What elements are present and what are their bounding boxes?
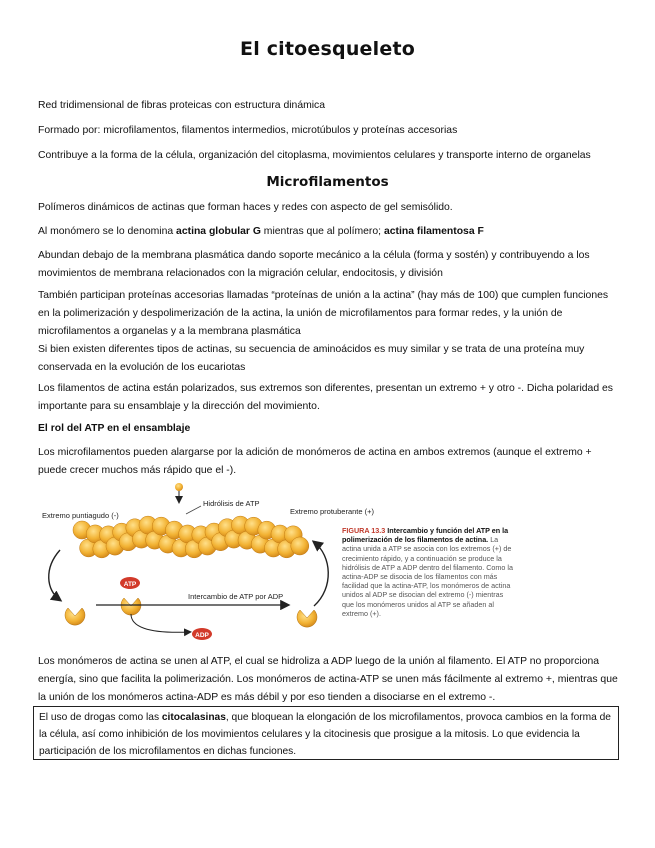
citocalasinas-term: citocalasinas <box>161 712 226 723</box>
paragraph-6: Los filamentos de actina están polarizados, sus extremos son diferentes, presentan un extremo + y otro -. Dicha polaridad es importante para su ensamblaje y la dirección del movimiento. <box>38 383 613 412</box>
label-intercambio: Intercambio de ATP por ADP <box>188 592 284 601</box>
intro-line-2: Formado por: microfilamentos, filamentos intermedios, microtúbulos y proteínas accesorias <box>38 125 458 136</box>
paragraph-4: También participan proteínas accesorias llamadas “proteínas de unión a la actina” (hay más de 100) que cumplen funciones en la polimerización y despolimerización de la actina, la unión de microfilamentos para formar redes, y la unión de microfilamentos a organelas y a la membrana plasmática <box>38 290 609 337</box>
paragraph-8: Los monómeros de actina se unen al ATP, el cual se hidroliza a ADP luego de la unión al filamento. El ATP no proporciona energía, sino que facilita la polimerización. Los monómeros de actina-ATP se unen más fácilmente al extremo +, mientras que la unión de los monómeros actina-ADP es más débil y por eso tienden a disociarse en el extremo -. <box>38 656 618 703</box>
figure-caption <box>342 526 517 618</box>
subheading-atp: El rol del ATP en el ensamblaje <box>38 423 191 434</box>
atp-badge-label: ATP <box>123 581 137 588</box>
intro-line-1: Red tridimensional de fibras proteicas con estructura dinámica <box>38 100 326 111</box>
paragraph-1: Polímeros dinámicos de actinas que forman haces y redes con aspecto de gel semisólido. <box>38 202 453 213</box>
actina-globular-term: actina globular G <box>176 226 261 237</box>
hydrolysis-leader <box>186 506 201 514</box>
atp-badge <box>120 577 140 589</box>
paragraph-2: Al monómero se lo denomina actina globular G mientras que al polímero; actina filamentosa F <box>38 226 484 237</box>
label-hidrolisis: Hidrólisis de ATP <box>203 499 260 508</box>
paragraph-5: Si bien existen diferentes tipos de actinas, su secuencia de aminoácidos es muy similar y se trata de una proteína muy conservada en la evolución de los eucariotas <box>38 344 585 373</box>
figure-caption-body: La actina unida a ATP se asocia con los extremos (+) de crecimiento rápido, y a continuación se produce la hidrólisis de ATP a ADP dentro del filamento. Como la actina-ADP se disocia de los filamentos con más facilidad que la actina-ATP, los monómeros de actina unidos al ADP se disocian del extremo (-) mientras que los monómeros unidos al ATP se añaden al extremo (+). <box>342 535 513 618</box>
label-extremo-protuberante: Extremo protuberante (+) <box>290 507 374 516</box>
adp-badge-label: ADP <box>195 632 209 639</box>
actin-filament <box>73 516 309 558</box>
dissociation-arrow <box>49 550 60 600</box>
actin-monomer <box>291 537 309 555</box>
atp-exchange-monomer <box>121 598 141 615</box>
adp-badge <box>192 628 212 640</box>
association-arrow <box>314 542 328 606</box>
adp-monomer-left <box>65 608 85 625</box>
actin-figure <box>38 478 638 648</box>
actina-filamentosa-term: actina filamentosa F <box>383 226 484 237</box>
figure-number: FIGURA 13.3 <box>342 526 386 535</box>
adp-release-arrow <box>131 614 190 632</box>
phosphate-dot <box>175 483 183 491</box>
paragraph-3: Abundan debajo de la membrana plasmática dando soporte mecánico a la célula (forma y sostén) y contribuyendo a los movimientos de membrana relacionados con la migración celular, endocitosis, y división <box>38 250 590 279</box>
citocalasinas-box: El uso de drogas como las citocalasinas, que bloquean la elongación de los microfilamentos, provoca cambios en la forma de la célula, así como inhibición de los movimientos celulares y la citocinesis que prosigue a la mitosis. Lo que evidencia la participación de los microfilamentos en dichas funciones. <box>33 706 619 760</box>
paragraph-7: Los microfilamentos pueden alargarse por la adición de monómeros de actina en ambos extremos (aunque el extremo + puede crecer muchos más rápido que el -). <box>38 447 592 476</box>
figure-caption-title: Intercambio y función del ATP en la polimerización de los filamentos de actina. <box>342 526 509 545</box>
section-title: Microfilamentos <box>266 174 389 190</box>
label-extremo-puntiagudo: Extremo puntiagudo (-) <box>42 511 119 520</box>
actin-filament-illustration <box>38 478 638 648</box>
page-title: El citoesqueleto <box>240 38 415 60</box>
atp-monomer-right <box>297 610 317 627</box>
intro-line-3: Contribuye a la forma de la célula, organización del citoplasma, movimientos celulares y transporte interno de organelas <box>38 150 591 161</box>
